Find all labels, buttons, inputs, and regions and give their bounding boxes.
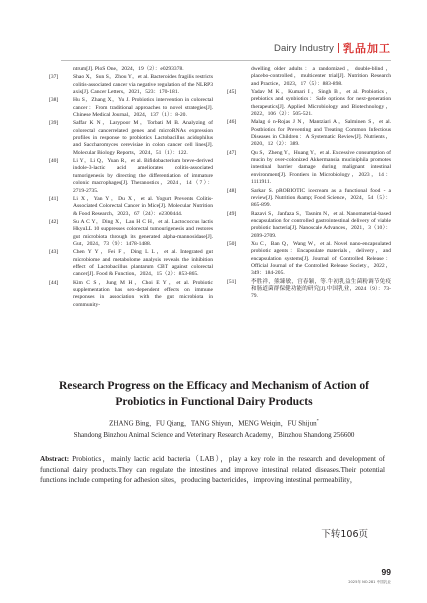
reference-entry: [49, 196, 213, 218]
article-affiliation: Shandong Binzhou Animal Science and Veterinary Research Academy，Binzhou Shandong 256600: [73, 431, 355, 439]
reference-text: Xu C，Ban Q，Wang W，et al. Novel nano-encapsulated probiotic agents：Encapsulate materials，delivery，and encapsulation systems[J]. Journal of Controlled Release：Official Journal of the Controlled Release Society，2022，349：184-205.: [251, 240, 391, 277]
reference-text: dwelling older adults：a randomized，double-blind，placebo-controlled，multicenter trial[J]. Nutrition Research and Practice，2023，17（5）：883-898.: [251, 66, 391, 87]
reference-number: [42]: [49, 218, 59, 225]
reference-entry: [49, 158, 213, 195]
reference-entry: [227, 211, 391, 240]
abstract: [40, 454, 385, 486]
reference-entry: [227, 89, 391, 118]
reference-number: [50]: [227, 240, 237, 247]
issue-footer: 2025年 NO.281 中国乳业: [348, 580, 391, 584]
reference-number: [44]: [49, 279, 59, 286]
reference-text: Chen Y Y，Fei F，Ding L L，et al. Integrated gut microbiome and metabolome analysis reveals the inhibition effect of Lactobacillus plantarum CBT against colorectal cancer[J]. Food & Function，2024，15（2）：853-865.: [73, 249, 213, 278]
article-title: Research Progress on the Efficacy and Mechanism of Action of Probiotics in Functional Dairy Products: [58, 379, 370, 408]
reference-entry: [49, 219, 213, 248]
reference-number: [39]: [49, 120, 59, 127]
reference-text: 李胜祥，熊臻敏，宫春颖，等.牛初乳益生菌粉调节免疫和肠道菌群保健功能的研究[J].中国乳业，2024（9）：73-79.: [251, 278, 391, 300]
reference-text: Malag ó n-Rojas J N，Mantziari A，Salminen S，et al. Postbiotics for Preventing and Treating Common Infectious Diseases in Children：A Systematic Review[J]. Nutrients，2020，12（2）：389.: [251, 119, 391, 148]
reference-number: [40]: [49, 158, 59, 165]
reference-entry: [49, 74, 213, 96]
reference-number: [45]: [227, 89, 237, 96]
reference-number: [51]: [227, 278, 237, 285]
reference-entry: [227, 188, 391, 210]
abstract-text: Probiotics，mainly lactic acid bacteria（LAB），play a key role in the research and development of functional dairy products.They can regulate the intestines and improve intestinal related diseases.Their potential functions include competing for adhesion sites，producing bactericides，improving intestinal permeability，: [40, 455, 385, 485]
abstract-label: Abstract:: [40, 455, 70, 463]
continued-on-note: 下转106页: [321, 529, 368, 540]
reference-number: [46]: [227, 119, 237, 126]
reference-number: [37]: [49, 74, 59, 81]
reference-entry: [227, 150, 391, 187]
header-title-en: Dairy Industry: [273, 42, 334, 54]
reference-entry: [49, 66, 213, 73]
corresponding-author-mark: *: [316, 418, 319, 423]
reference-number: [41]: [49, 195, 59, 202]
reference-column-right: [227, 66, 391, 302]
header-rule: [61, 60, 391, 61]
reference-text: Yadav M K，Kumari I，Singh B，et al. Probiotics，prebiotics and synbiotics：Safe options for next-generation therapeutics[J]. Applied Microbiology and Biotechnology，2022，106（2）：505-521.: [251, 89, 391, 118]
reference-number: [49]: [227, 210, 237, 217]
reference-entry: [49, 120, 213, 157]
article-authors: [40, 418, 388, 428]
reference-entry: [49, 280, 213, 309]
reference-text: Su A C Y，Ding X，Lau H C H，et al. Lactococcus lactis HkyuLL 10 suppresses colorectal tumourigenesis and restores gut microbiota through its generated alpha-mannosidase[J]. Gut，2024，73（9）：1478-1488.: [73, 218, 213, 247]
page-number: 99: [381, 567, 391, 577]
header-separator: [338, 43, 339, 53]
reference-text: Saffar K N，Larypoor M，Torbati M B. Analyzing of colorectal cancerrelated genes and microRNAs expression profiles in response to probiotics Lactobacillus acidophilus and Saccharomyces cerevisiae in colon cancer cell lines[J]. Molecular Biology Reports，2024，51（1）：122.: [73, 120, 213, 156]
reference-text: ntrum[J]. PloS One，2024，19（2）：e0293378.: [73, 66, 184, 72]
reference-number: [38]: [49, 97, 59, 104]
reference-entry: [227, 66, 391, 88]
reference-text: Li Y，Li Q，Yuan R，et al. Bifidobacterium breve-derived indole-3-lactic acid ameliorates colitis-associated tumorigenesis by directing the differentiation of immature colonic macrophages[J]. Theranostics，2024，14（7）：2719-2735.: [73, 158, 213, 194]
reference-text: Shao X，Sun S，Zhou Y，et al. Bacteroides fragilis restricts colitis-associated cancer via negative regulation of the NLRP3 axis[J]. Cancer Letters，2021，523：170-181.: [73, 74, 213, 96]
reference-text: Li X，Yan Y，Du X，et al. Yogurt Prevents Colitis-Associated Colorectal Cancer in Mice[J]. Molecular Nutrition & Food Research，2023，67（24）：e2300444.: [73, 195, 213, 217]
reference-entry: [49, 249, 213, 278]
reference-text: Kim C S，Jung M H，Choi E Y，et al. Probiotic supplementation has sex-dependent effects on immune responses in association with the gut microbiota in community-: [73, 279, 213, 308]
reference-list: [49, 66, 391, 366]
running-header: [274, 41, 391, 55]
reference-column-left: [49, 66, 213, 310]
reference-entry: [227, 119, 391, 148]
reference-entry: [227, 241, 391, 278]
reference-number: [47]: [227, 149, 237, 156]
reference-text: Qu S，Zheng Y，Huang Y，et al. Excessive consumption of mucin by over-colonized Akkermansia muciniphila promotes intestinal barrier damage during malignant intestinal environment[J]. Frontiers in Microbiology，2023，14：1111911.: [251, 149, 391, 186]
header-title-cn: 乳品加工: [343, 42, 391, 55]
reference-number: [43]: [49, 249, 59, 256]
reference-text: Sarkar S. pROBIOTIC icecream as a functional food - a review[J]. Nutrition &amp; Food Science，2024，54（5）：865-899.: [251, 187, 391, 209]
reference-entry: [227, 279, 391, 301]
reference-number: [48]: [227, 187, 237, 194]
author-names: ZHANG Bing，FU Qiang，TANG Shiyun，MENG Weiqin，FU Shijun: [109, 419, 317, 428]
reference-text: Razavi S，Janfaza S，Tasnim N，et al. Nanomaterial-based encapsulation for controlled gastrointestinal delivery of viable probiotic bacteria[J]. Nanoscale Advances，2021，3（10）：2699-2709.: [251, 210, 391, 239]
reference-text: Hu S，Zhang X，Yu J. Probiotics intervention in colorectal cancer：From traditional approaches to novel strategies[J]. Chinese Medical Journal，2024，137（1）：8-20.: [73, 97, 213, 119]
reference-entry: [49, 97, 213, 119]
